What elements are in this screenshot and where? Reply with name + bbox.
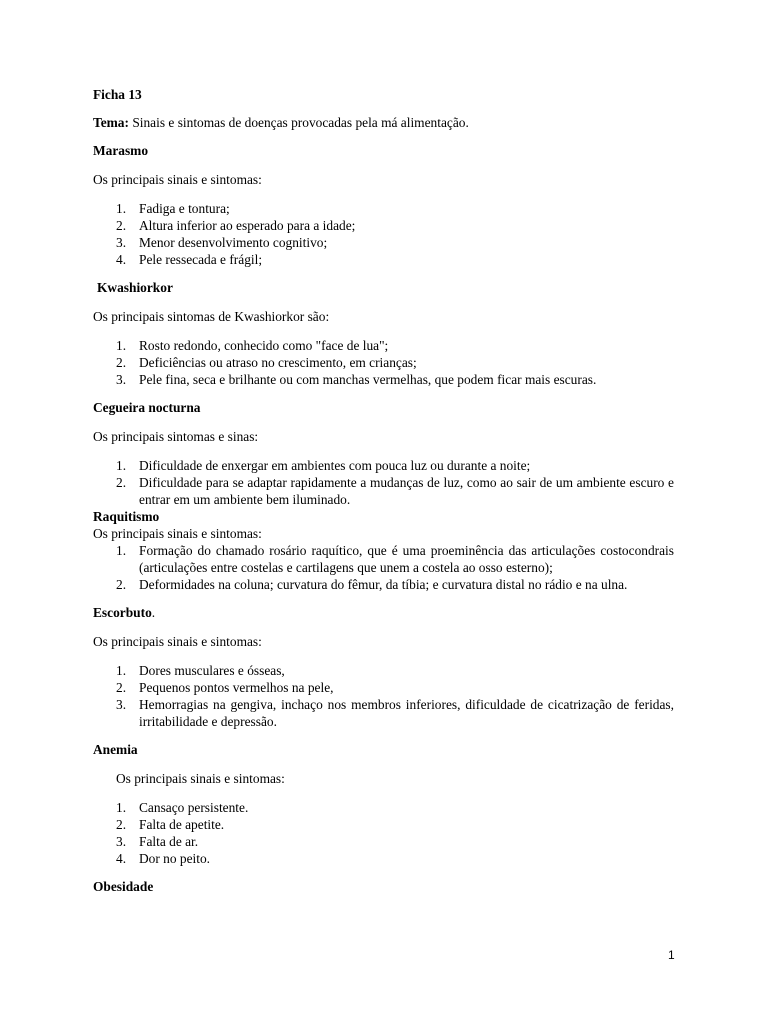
section-heading-escorbuto-line [93,604,674,621]
list-anemia [93,799,674,867]
section-heading-cegueira-nocturna: Cegueira nocturna [93,400,201,415]
list-item: 3. Menor desenvolvimento cognitivo; [116,235,328,250]
list-item: 1. Dificuldade de enxergar em ambientes com pouca luz ou durante a noite; [116,458,531,473]
list-item: 2. Deformidades na coluna; curvatura do fêmur, da tíbia; e curvatura distal no rádio e na ulna. [116,577,628,592]
topic-text: Sinais e sintomas de doenças provocadas pela má alimentação. [128,115,469,130]
list-item: 3. Pele fina, seca e brilhante ou com manchas vermelhas, que podem ficar mais escuras. [116,372,597,387]
section-intro-kwashiorkor: Os principais sintomas de Kwashiorkor são: [93,309,330,324]
section-intro-cegueira-nocturna: Os principais sintomas e sinas: [93,429,259,444]
list-item: 1. Formação do chamado rosário raquítico, que é uma proeminência das articulações costocondrais (articulações entre costelas e cartilagens que unem a costela ao osso esterno); [116,543,674,575]
list-item: 1. Dores musculares e ósseas, [116,663,285,678]
list-raquitismo [93,542,674,593]
list-item: 1. Cansaço persistente. [116,800,249,815]
list-cegueira-nocturna [93,457,674,508]
list-item: 3. Falta de ar. [116,834,199,849]
section-heading-obesidade: Obesidade [93,879,154,894]
list-item: 2. Pequenos pontos vermelhos na pele, [116,680,334,695]
list-escorbuto [93,662,674,730]
section-heading-anemia: Anemia [93,742,138,757]
section-heading-raquitismo: Raquitismo [93,509,160,524]
section-heading-escorbuto-suffix: . [151,605,156,620]
topic-label: Tema: [93,115,129,130]
section-intro-marasmo: Os principais sinais e sintomas: [93,172,262,187]
section-intro-escorbuto: Os principais sinais e sintomas: [93,634,262,649]
section-heading-kwashiorkor: Kwashiorkor [97,280,173,295]
document-body [93,86,674,895]
section-heading-marasmo: Marasmo [93,143,149,158]
list-kwashiorkor [93,337,674,388]
list-item: 4. Dor no peito. [116,851,211,866]
section-intro-raquitismo: Os principais sinais e sintomas: [93,526,262,541]
section-heading-escorbuto: Escorbuto [93,605,152,620]
list-item: 4. Pele ressecada e frágil; [116,252,263,267]
list-item: 1. Rosto redondo, conhecido como "face de lua"; [116,338,389,353]
page-number: 1 [668,948,675,962]
topic-line [93,114,674,131]
list-item: 2. Falta de apetite. [116,817,225,832]
list-item: 2. Altura inferior ao esperado para a idade; [116,218,356,233]
worksheet-title: Ficha 13 [93,87,142,102]
list-item: 1. Fadiga e tontura; [116,201,230,216]
section-intro-anemia: Os principais sinais e sintomas: [116,771,285,786]
list-item: 2. Dificuldade para se adaptar rapidamente a mudanças de luz, como ao sair de um ambiente escuro e entrar em um ambiente bem iluminado. [116,475,674,507]
list-marasmo [93,200,674,268]
list-item: 2. Deficiências ou atraso no crescimento, em crianças; [116,355,417,370]
list-item: 3. Hemorragias na gengiva, inchaço nos membros inferiores, dificuldade de cicatrização de feridas, irritabilidade e depressão. [116,697,674,729]
